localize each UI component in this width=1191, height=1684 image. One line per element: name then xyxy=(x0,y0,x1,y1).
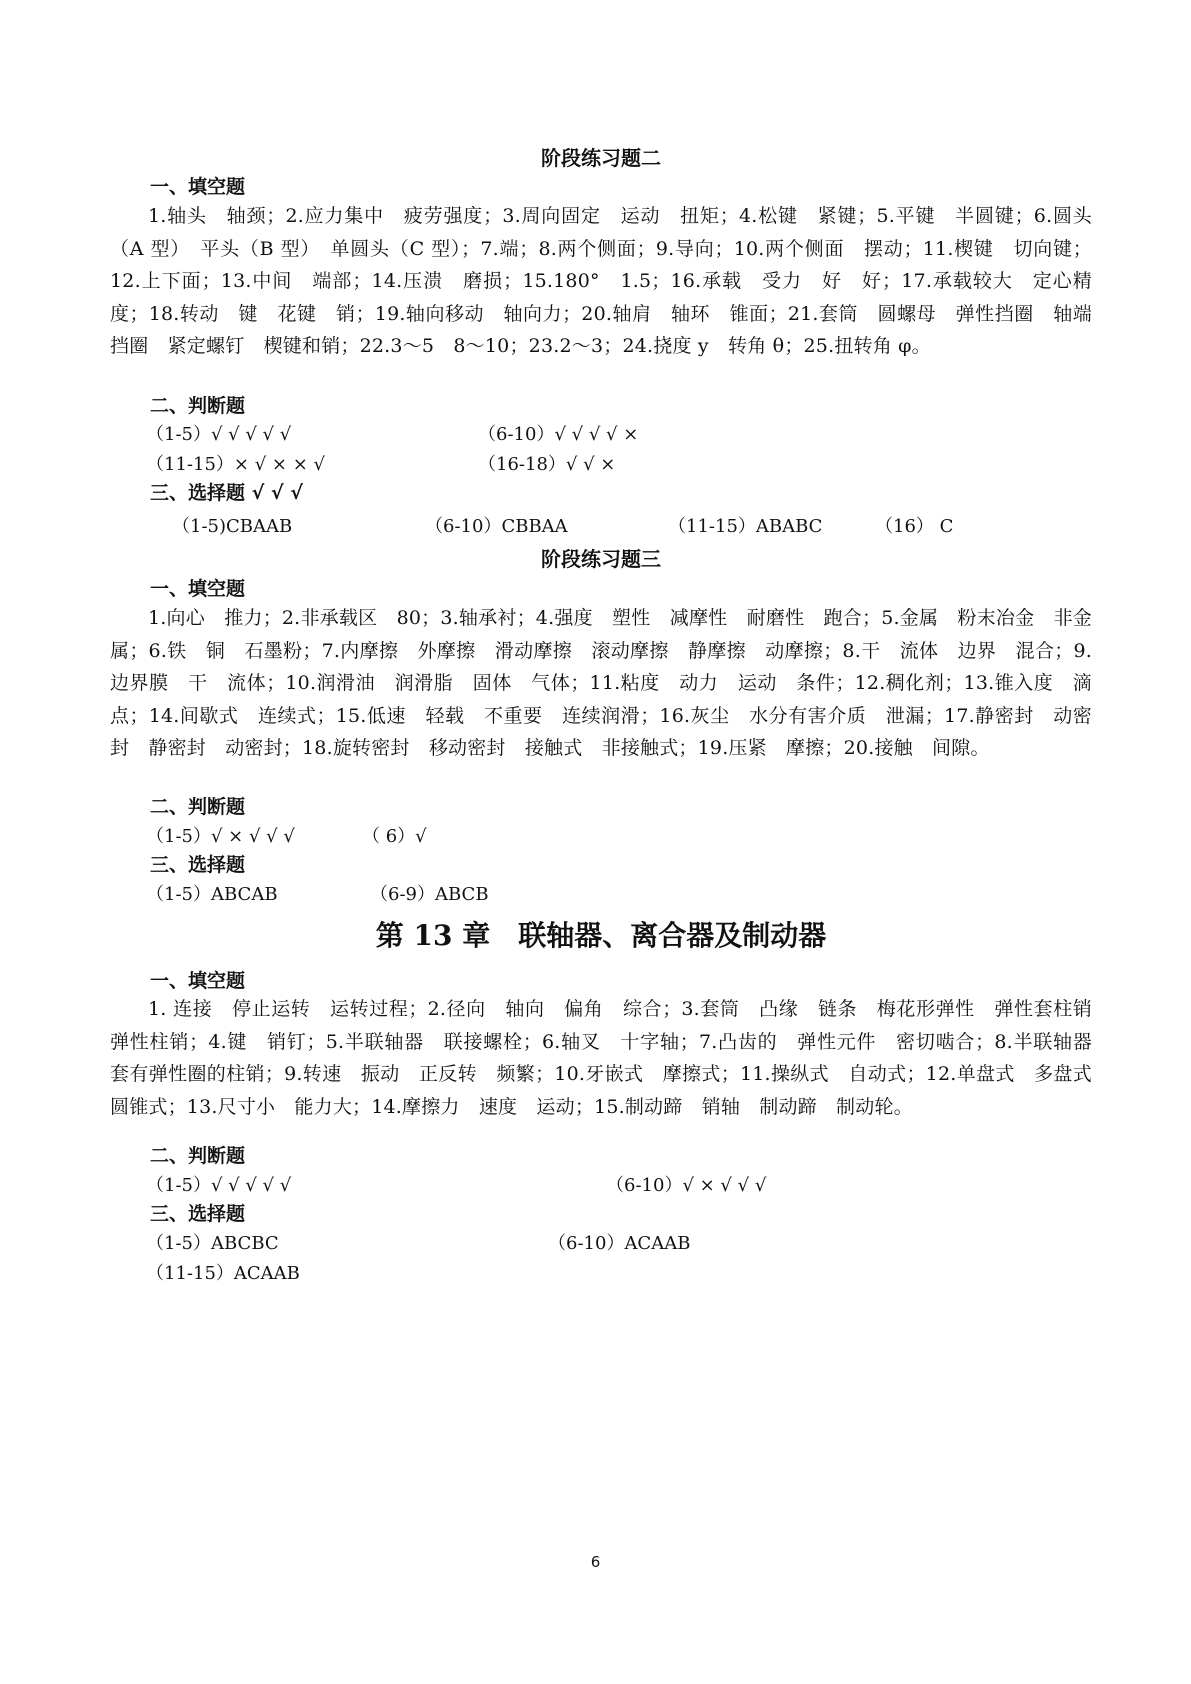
choice-answer-2-a: （1-5)CBAAB xyxy=(172,516,293,537)
section-title-2: 阶段练习题二 xyxy=(541,146,661,170)
fill-text-3: 1.向心 推力；2.非承载区 80；3.轴承衬；4.强度 塑性 减摩性 耐磨性 跑合；5.金属 粉末冶金 非金属；6.铁 铜 石墨粉；7.内摩擦 外摩擦 滑动摩擦 滚动摩擦 静摩擦 动摩擦；8.干 流体 边界 混合；9.边界膜 干 流体；10.润滑油 润滑脂 固体 气体；11.粘度 动力 运动 条件；12.稠化剂；13.锥入度 滴点；14.间歇式 连续式；15.低速 轻载 不重要 连续润滑；16.灰尘 水分有害介质 泄漏；17.静密封 动密封 静密封 动密封；18.旋转密封 移动密封 接触式 非接触式；19.压紧 摩擦；20.接触 间隙。 xyxy=(110,607,1092,759)
judge-answer-2-d: （16-18）√ √ × xyxy=(478,454,616,475)
choice-answer-2-d: （16） C xyxy=(875,516,954,537)
fill-heading-13: 一、填空题 xyxy=(150,970,246,992)
judge-answer-2-a: （1-5）√ √ √ √ √ xyxy=(146,424,292,445)
choice-answer-13-c: （11-15）ACAAB xyxy=(146,1263,300,1284)
choice-heading-13: 三、选择题 xyxy=(150,1203,246,1225)
judge-heading-13: 二、判断题 xyxy=(150,1145,246,1167)
fill-text-13: 1. 连接 停止运转 运转过程；2.径向 轴向 偏角 综合；3.套筒 凸缘 链条 梅花形弹性 弹性套柱销 弹性柱销；4.键 销钉；5.半联轴器 联接螺栓；6.轴叉 十字轴；7.凸齿的 弹性元件 密切啮合；8.半联轴器 套有弹性圈的柱销；9.转速 振动 正反转 频繁；10.牙嵌式 摩擦式；11.操纵式 自动式；12.单盘式 多盘式 圆锥式；13.尺寸小 能力大；14.摩擦力 速度 运动；15.制动蹄 销轴 制动蹄 制动轮。 xyxy=(110,998,1112,1118)
fill-heading-2: 一、填空题 xyxy=(150,176,246,198)
fill-heading-3: 一、填空题 xyxy=(150,578,246,600)
choice-answer-13-b: （6-10）ACAAB xyxy=(548,1233,691,1254)
judge-answer-13-a: （1-5）√ √ √ √ √ xyxy=(146,1175,292,1196)
judge-answer-13-b: （6-10）√ × √ √ √ xyxy=(606,1175,767,1196)
judge-answer-2-b: （6-10）√ √ √ √ × xyxy=(478,424,639,445)
judge-answer-3-b: （ 6）√ xyxy=(362,826,427,847)
fill-text-2: 1.轴头 轴颈；2.应力集中 疲劳强度；3.周向固定 运动 扭矩；4.松键 紧键；5.平键 半圆键；6.圆头（A 型） 平头（B 型） 单圆头（C 型）；7.端；8.两个侧面；9.导向；10.两个侧面 摆动；11.楔键 切向键；12.上下面；13.中间 端部；14.压溃 磨损；15.180° 1.5；16.承载 受力 好 好；17.承载较大 定心精度；18.转动 键 花键 销；19.轴向移动 轴向力；20.轴肩 轴环 锥面；21.套筒 圆螺母 弹性挡圈 轴端挡圈 紧定螺钉 楔键和销；22.3～5 8～10；23.2～3；24.挠度 y 转角 θ；25.扭转角 φ。 xyxy=(110,205,1092,357)
choice-answer-3-b: （6-9）ABCB xyxy=(370,884,489,905)
judge-answer-3-a: （1-5）√ × √ √ √ xyxy=(146,826,295,847)
section-title-3: 阶段练习题三 xyxy=(541,547,661,571)
judge-heading-3: 二、判断题 xyxy=(150,796,246,818)
page-number: 6 xyxy=(590,1553,601,1571)
judge-answer-2-c: （11-15）× √ × × √ xyxy=(146,454,325,475)
choice-answer-13-a: （1-5）ABCBC xyxy=(146,1233,279,1254)
judge-heading-2: 二、判断题 xyxy=(150,395,246,417)
choice-answer-2-c: （11-15）ABABC xyxy=(668,516,823,537)
chapter-title: 第 13 章 联轴器、离合器及制动器 xyxy=(375,919,827,952)
choice-answer-3-a: （1-5）ABCAB xyxy=(146,884,278,905)
choice-heading-2: 三、选择题 √ √ √ xyxy=(150,482,303,504)
choice-heading-3: 三、选择题 xyxy=(150,854,246,876)
choice-answer-2-b: （6-10）CBBAA xyxy=(425,516,568,537)
